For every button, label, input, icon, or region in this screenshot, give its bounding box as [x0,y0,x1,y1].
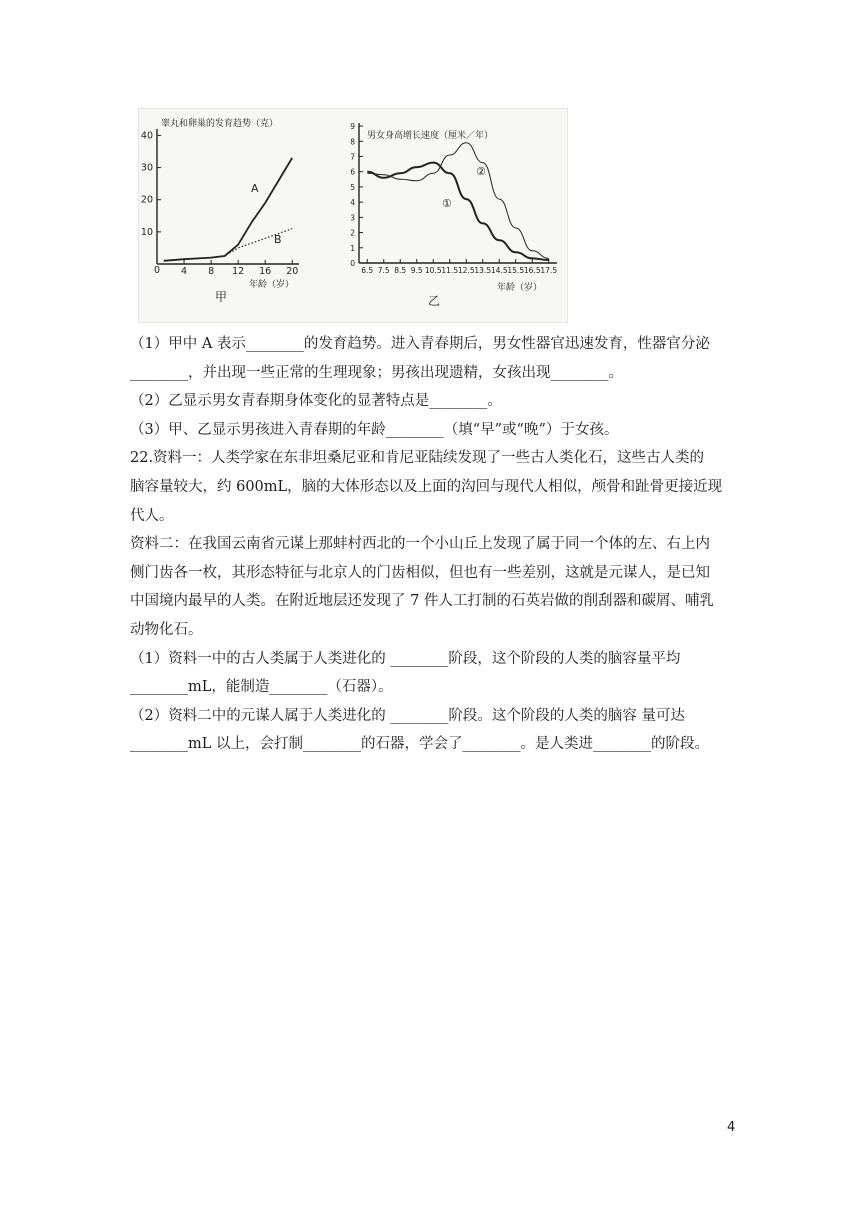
chart-yi-xtick-label: 8.5 [394,266,407,275]
chart-yi-title: 男女身高增长速度（厘米／年） [367,131,494,141]
chart-yi [350,122,557,308]
chart-jia-caption: 甲 [215,290,228,304]
text-line: 脑容量较大，约 600mL，脑的大体形态以及上面的沟回与现代人相似，颅骨和趾骨更接近现 [130,478,723,495]
text-line: ________mL 以上，会打制________的石器，学会了________。是人类进________的阶段。 [130,736,709,753]
chart-yi-ytick-label: 3 [350,213,355,223]
chart-yi-ytick-label: 4 [350,198,355,208]
question-text [130,330,730,759]
chart-yi-xtick-label: 15.5 [507,266,525,275]
text-line: ________，并出现一些正常的生理现象；男孩出现遗精，女孩出现________。 [130,364,623,381]
text-line: （1）甲中 A 表示________的发育趋势。进入青春期后，男女性器官迅速发育，性器官分泌 [130,336,710,352]
text-line: 侧门齿各一枚，其形态特征与北京人的门齿相似，但也有一些差别，这就是元谋人，是已知 [130,564,710,581]
chart-yi-ytick-label: 0 [350,259,355,268]
chart-jia-series-a-line [164,158,292,261]
chart-yi-xtick-label: 9.5 [410,266,423,275]
chart-jia-label-a: A [251,182,259,195]
page-number: 4 [727,1120,736,1135]
chart-yi-xtick-label: 16.5 [523,266,541,275]
chart-yi-label-2: ② [476,165,486,178]
text-line: （2）资料二中的元谋人属于人类进化的 ________阶段。这个阶段的人类的脑容 量可达 [130,707,685,724]
text-line: （1）资料一中的古人类属于人类进化的 ________阶段，这个阶段的人类的脑容量平均 [130,650,681,667]
chart-jia-xtick-label: 4 [181,266,188,277]
chart-jia-xtick-label: 8 [208,266,215,277]
chart-jia-series-b-line [164,229,292,261]
text-line: 资料二：在我国云南省元谋上那蚌村西北的一个小山丘上发现了属于同一个体的左、右上内 [130,536,710,553]
chart-jia-ytick-label: 0 [153,265,161,276]
chart-yi-ytick-label: 6 [350,167,355,177]
chart-yi-xtick-label: 14.5 [490,266,508,275]
chart-yi-ytick-label: 9 [350,122,355,132]
chart-yi-xtick-label: 7.5 [377,266,390,275]
chart-jia-xtick-label: 20 [286,266,299,277]
text-line: 22.资料一：人类学家在东非坦桑尼亚和肯尼亚陆续发现了一些古人类化石，这些古人类的 [130,450,705,467]
chart-yi-caption: 乙 [428,294,441,308]
chart-yi-label-1: ① [442,197,452,210]
figure-panel [138,108,568,323]
chart-yi-ytick-label: 8 [350,137,355,147]
chart-yi-ytick-label: 1 [350,243,355,253]
chart-jia-ytick-label: 30 [140,162,153,174]
chart-jia-ytick-label: 20 [140,194,153,206]
chart-yi-ytick-label: 2 [350,228,355,238]
chart-yi-xtick-label: 6.5 [361,266,374,275]
chart-jia-ytick-label: 40 [140,130,153,142]
chart-jia-xlabel: 年龄（岁） [249,280,295,290]
chart-yi-xtick-label: 12.5 [457,266,475,275]
chart-yi-ytick-label: 5 [350,182,355,192]
text-line: 中国境内最早的人类。在附近地层还发现了 7 件人工打制的石英岩做的削刮器和碳屑、哺乳 [130,593,714,610]
chart-yi-xlabel: 年龄（岁） [497,283,543,293]
text-line: 动物化石。 [130,621,203,638]
chart-yi-xtick-label: 10.5 [424,266,442,275]
chart-yi-ytick-label: 7 [350,152,355,162]
chart-yi-series-1-line [367,163,549,260]
chart-jia-title: 睾丸和卵巢的发育趋势（克） [161,119,279,129]
figures-svg [139,109,567,322]
chart-yi-series-2-line [367,143,549,259]
chart-yi-xtick-label: 13.5 [474,266,492,275]
chart-jia-xtick-label: 12 [232,266,245,277]
chart-jia [141,117,299,304]
text-line: （2）乙显示男女青春期身体变化的显著特点是________。 [130,393,502,410]
chart-jia-xtick-label: 16 [259,266,272,277]
chart-yi-xtick-label: 11.5 [441,266,459,275]
chart-yi-xtick-label: 17.5 [540,266,558,275]
text-line: 代人。 [130,507,174,524]
chart-jia-ytick-label: 10 [140,226,153,238]
text-line: ________mL，能制造________（石器）。 [130,679,393,696]
chart-jia-label-b: B [274,233,282,246]
text-line: （3）甲、乙显示男孩进入青春期的年龄________（填“早”或“晚”）于女孩。 [130,421,619,438]
